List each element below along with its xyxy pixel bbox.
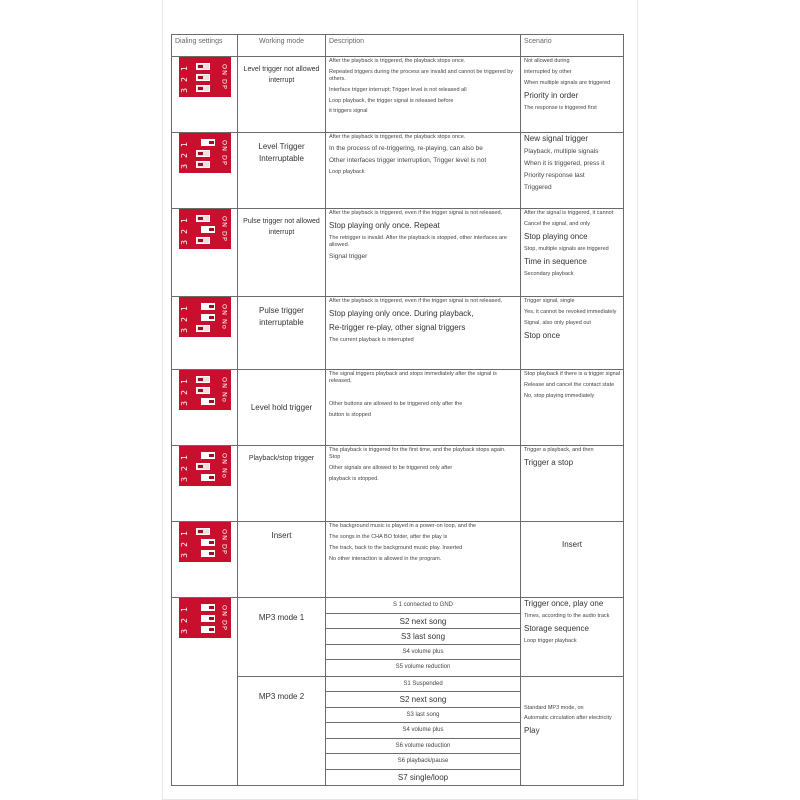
desc-line: button is stopped xyxy=(329,411,371,418)
scen-line: Trigger a stop xyxy=(524,457,574,467)
dip-settings-table xyxy=(171,34,624,786)
switch-label: ON DP xyxy=(220,216,229,242)
scen-line: interrupted by other xyxy=(524,68,572,75)
desc-line: Other buttons are allowed to be triggered only after the xyxy=(329,400,463,407)
mode-cell: Playback/stop trigger xyxy=(238,446,326,522)
scen-line: Playback, multiple signals xyxy=(524,148,599,155)
mp3-mode2-items xyxy=(326,676,521,786)
desc-line: Loop playback, the trigger signal is released before xyxy=(329,97,454,104)
desc-line: After the playback is triggered, even if the trigger signal is not released, xyxy=(329,298,503,304)
desc-line: Stop playing only once. Repeat xyxy=(329,220,440,230)
scen-line: Yes, it cannot be revoked immediately xyxy=(524,308,617,315)
switch-function: S2 next song xyxy=(326,692,520,708)
switch-function: S6 playback/pause xyxy=(326,754,520,770)
mode-cell: Pulse trigger not allowed interrupt xyxy=(238,209,326,297)
scen-line: The response is triggered first xyxy=(524,104,597,111)
scenario-cell xyxy=(521,297,624,370)
scen-line: Stop playback if there is a trigger signal xyxy=(524,371,620,377)
dip-cell xyxy=(172,598,238,786)
scen-line: Trigger signal, single xyxy=(524,298,575,304)
scen-line: Automatic circulation after electricity xyxy=(524,715,612,722)
mode-cell: Pulse trigger interruptable xyxy=(238,297,326,370)
scen-line: Insert xyxy=(561,540,582,549)
scen-line: Storage sequence xyxy=(524,623,589,633)
scen-line: Stop, multiple signals are triggered xyxy=(524,245,609,252)
description-cell xyxy=(326,446,521,522)
desc-line: After the playback is triggered, even if the trigger signal is not released, xyxy=(329,210,503,216)
table-row-mp3-1 xyxy=(172,598,624,677)
description-cell xyxy=(326,209,521,297)
scenario-cell xyxy=(521,133,624,209)
dip-switch-icon: 1 2 3 ON DP xyxy=(179,209,231,249)
scen-line: Loop trigger playback xyxy=(524,637,577,644)
mode-cell: MP3 mode 2 xyxy=(238,676,326,786)
switch-function: S3 last song xyxy=(326,629,520,645)
dip-switch-icon: 1 2 3 ON DP xyxy=(179,522,231,562)
scenario-cell xyxy=(521,446,624,522)
switch-label: ON DP xyxy=(220,605,229,631)
dip-switch-icon: 1 2 3 ON DP xyxy=(179,133,231,173)
dip-switch-icon: 1 2 3 ON No xyxy=(179,446,231,486)
scen-line: Time in sequence xyxy=(524,256,587,266)
description-cell xyxy=(326,522,521,598)
dip-switch-icon: 1 2 3 ON DP xyxy=(179,57,231,97)
switch-label: ON DP xyxy=(220,64,229,90)
table-row xyxy=(172,446,624,522)
scen-line: When multiple signals are triggered xyxy=(524,79,611,86)
dip-cell xyxy=(172,446,238,522)
switch-function: S 1 connected to GND xyxy=(326,598,520,614)
desc-line: In the process of re-triggering, re-playing, can also be xyxy=(329,144,483,152)
scen-line: When it is triggered, press it xyxy=(524,160,605,168)
scen-line: Release and cancel the contact state xyxy=(524,381,615,388)
desc-line: The songs in the CHA BO folder, after the play is xyxy=(329,533,448,540)
dip-cell xyxy=(172,57,238,133)
desc-line: Interface trigger interrupt; Trigger level is not released all xyxy=(329,86,467,93)
description-cell xyxy=(326,57,521,133)
desc-line: The track, back to the background music play. Inserted xyxy=(329,544,463,551)
header-description: Description xyxy=(326,35,521,57)
mode-cell: MP3 mode 1 xyxy=(238,598,326,677)
mode-cell: Level trigger not allowed interrupt xyxy=(238,57,326,133)
switch-label: ON DP xyxy=(220,529,229,555)
dip-switch-icon: 1 2 3 ON No xyxy=(179,297,231,337)
dip-cell xyxy=(172,370,238,446)
desc-line: After the playback is triggered, the playback stops once. xyxy=(329,58,466,64)
scen-line: New signal trigger xyxy=(524,134,589,143)
switch-function: S5 volume reduction xyxy=(395,664,451,670)
scen-line: Standard MP3 mode, on xyxy=(524,704,584,711)
desc-line: Loop playback xyxy=(329,169,365,176)
dip-cell xyxy=(172,522,238,598)
desc-line: The playback is triggered for the first time, and the playback stops again. Stop xyxy=(329,447,506,460)
table-row xyxy=(172,297,624,370)
table-row xyxy=(172,209,624,297)
table-row xyxy=(172,522,624,598)
scenario-cell xyxy=(521,676,624,786)
scenario-cell xyxy=(521,598,624,677)
description-cell xyxy=(326,370,521,446)
desc-line: The background music is played in a power-on loop, and the xyxy=(329,523,477,529)
desc-line: Other interfaces trigger interruption, Trigger level is not xyxy=(329,157,487,164)
switch-label: ON No xyxy=(220,377,229,403)
switch-function: S7 single/loop xyxy=(397,772,449,782)
desc-line: No other interaction is allowed in the program. xyxy=(329,555,442,562)
switch-function: S1 Suspended xyxy=(326,677,520,693)
scen-line: Priority response last xyxy=(524,172,585,180)
description-cell xyxy=(326,297,521,370)
table-row xyxy=(172,133,624,209)
mode-cell: Level Trigger Interruptable xyxy=(238,133,326,209)
switch-function: S4 volume plus xyxy=(326,723,520,739)
desc-line: Signal trigger xyxy=(329,252,368,260)
header-mode: Working mode xyxy=(238,35,326,57)
dip-cell xyxy=(172,209,238,297)
table-row-mp3-2 xyxy=(172,676,624,786)
dip-cell xyxy=(172,297,238,370)
description-cell xyxy=(326,133,521,209)
scen-line: Trigger once, play one xyxy=(524,599,604,608)
scenario-cell xyxy=(521,209,624,297)
scen-line: Play xyxy=(524,726,540,736)
desc-line: The current playback is interrupted xyxy=(329,336,414,343)
mode-cell: Insert xyxy=(238,522,326,598)
dip-cell xyxy=(172,133,238,209)
header-scenario: Scenario xyxy=(521,35,624,57)
switch-function: S6 volume reduction xyxy=(326,739,520,755)
dip-switch-icon: 1 2 3 ON No xyxy=(179,370,231,410)
scen-line: Stop once xyxy=(524,330,561,340)
desc-line: playback is stopped. xyxy=(329,475,379,482)
scen-line: Triggered xyxy=(524,184,552,192)
switch-label: ON No xyxy=(220,304,229,330)
desc-line: After the playback is triggered, the playback stops once. xyxy=(329,134,466,140)
scenario-cell xyxy=(521,57,624,133)
desc-line: Repeated triggers during the process are invalid and cannot be triggered by others. xyxy=(329,68,514,82)
table-row xyxy=(172,370,624,446)
dip-switch-icon: 1 2 3 ON DP xyxy=(179,598,231,638)
desc-line: The signal triggers playback and stops immediately after the signal is released, xyxy=(329,371,497,384)
switch-label: ON No xyxy=(220,453,229,479)
scen-line: Signal, also only played out xyxy=(524,319,591,326)
scen-line: Priority in order xyxy=(524,90,579,100)
desc-line: Other signals are allowed to be triggered only after xyxy=(329,464,453,471)
scen-line: Times, according to the audio track xyxy=(524,613,610,619)
mp3-mode1-items xyxy=(326,598,521,677)
switch-label: ON DP xyxy=(220,140,229,166)
desc-line: Re-trigger re-play, other signal triggers xyxy=(329,322,466,332)
scen-line: No, stop playing immediately xyxy=(524,392,595,399)
scen-line: After the signal is triggered, it cannot xyxy=(524,210,614,216)
desc-line: Stop playing only once. During playback, xyxy=(329,308,474,318)
scenario-cell xyxy=(521,370,624,446)
desc-line: The retrigger is invalid. After the playback is stopped, other interfaces are allowed. xyxy=(329,234,507,248)
desc-line: it triggers signal xyxy=(329,108,368,115)
switch-function: S3 last song xyxy=(326,708,520,724)
mode-cell: Level hold trigger xyxy=(238,370,326,446)
header-dialing: Dialing settings xyxy=(172,35,238,57)
scen-line: Not allowed during xyxy=(524,58,570,64)
switch-function: S4 volume plus xyxy=(326,645,520,661)
scen-line: Stop playing once xyxy=(524,231,588,241)
scenario-cell xyxy=(521,522,624,598)
scen-line: Trigger a playback, and then xyxy=(524,447,594,453)
header-row xyxy=(172,35,624,57)
scen-line: Cancel the signal, and only xyxy=(524,220,591,227)
table-row xyxy=(172,57,624,133)
scen-line: Secondary playback xyxy=(524,270,574,277)
switch-function: S2 next song xyxy=(326,614,520,630)
